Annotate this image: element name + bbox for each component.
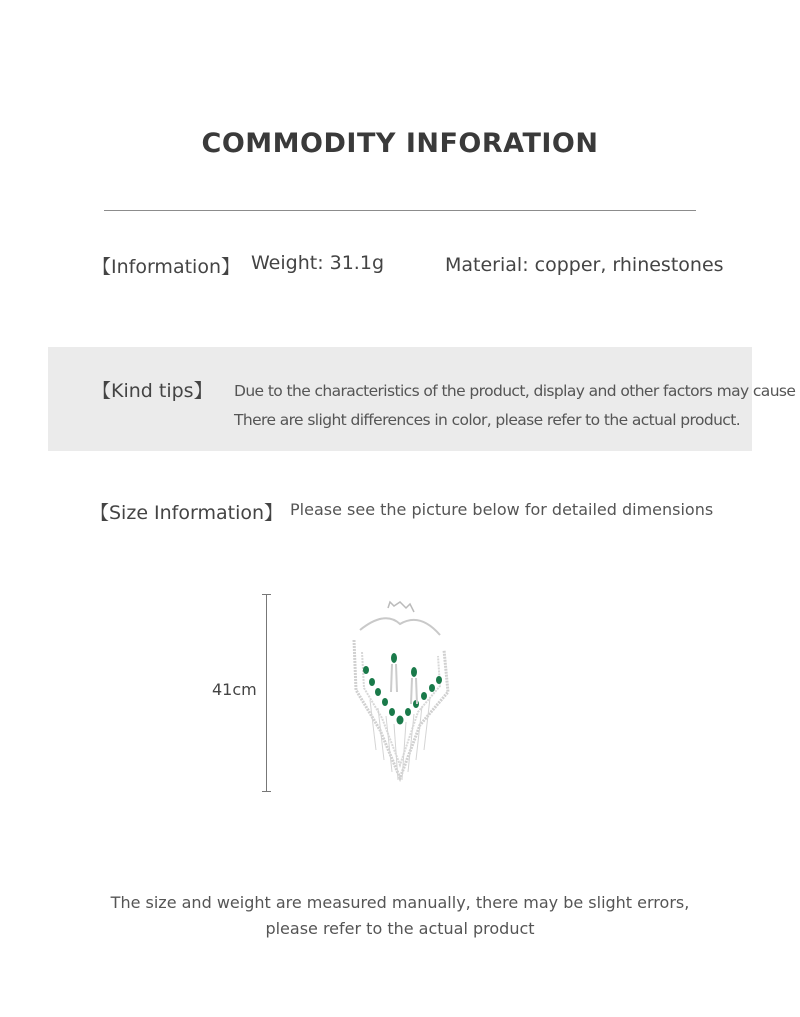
footer-line-1: The size and weight are measured manually, there may be slight errors, xyxy=(110,893,690,912)
kind-tips-line-2: There are slight differences in color, please refer to the actual product. xyxy=(234,411,741,429)
size-information-note: Please see the picture below for detailed dimensions xyxy=(290,500,714,519)
footer-note xyxy=(0,890,800,942)
dimension-label: 41cm xyxy=(212,680,257,699)
material-value: Material: copper, rhinestones xyxy=(445,254,724,276)
kind-tips-label: 【Kind tips】 xyxy=(92,380,213,402)
dimension-line xyxy=(266,594,267,792)
information-label: 【Information】 xyxy=(92,256,240,278)
page-title: COMMODITY INFORATION xyxy=(201,128,599,159)
footer-line-2: please refer to the actual product xyxy=(265,919,535,938)
kind-tips-line-1: Due to the characteristics of the product, display and other factors may cause xyxy=(234,382,796,400)
dimension-cap-bottom xyxy=(262,791,271,792)
necklace-earrings-set-image xyxy=(340,600,460,785)
kind-tips-text xyxy=(234,377,795,435)
title-divider xyxy=(104,210,696,211)
weight-value: Weight: 31.1g xyxy=(251,252,384,274)
size-information-label: 【Size Information】 xyxy=(90,502,284,524)
dimension-cap-top xyxy=(262,594,271,595)
